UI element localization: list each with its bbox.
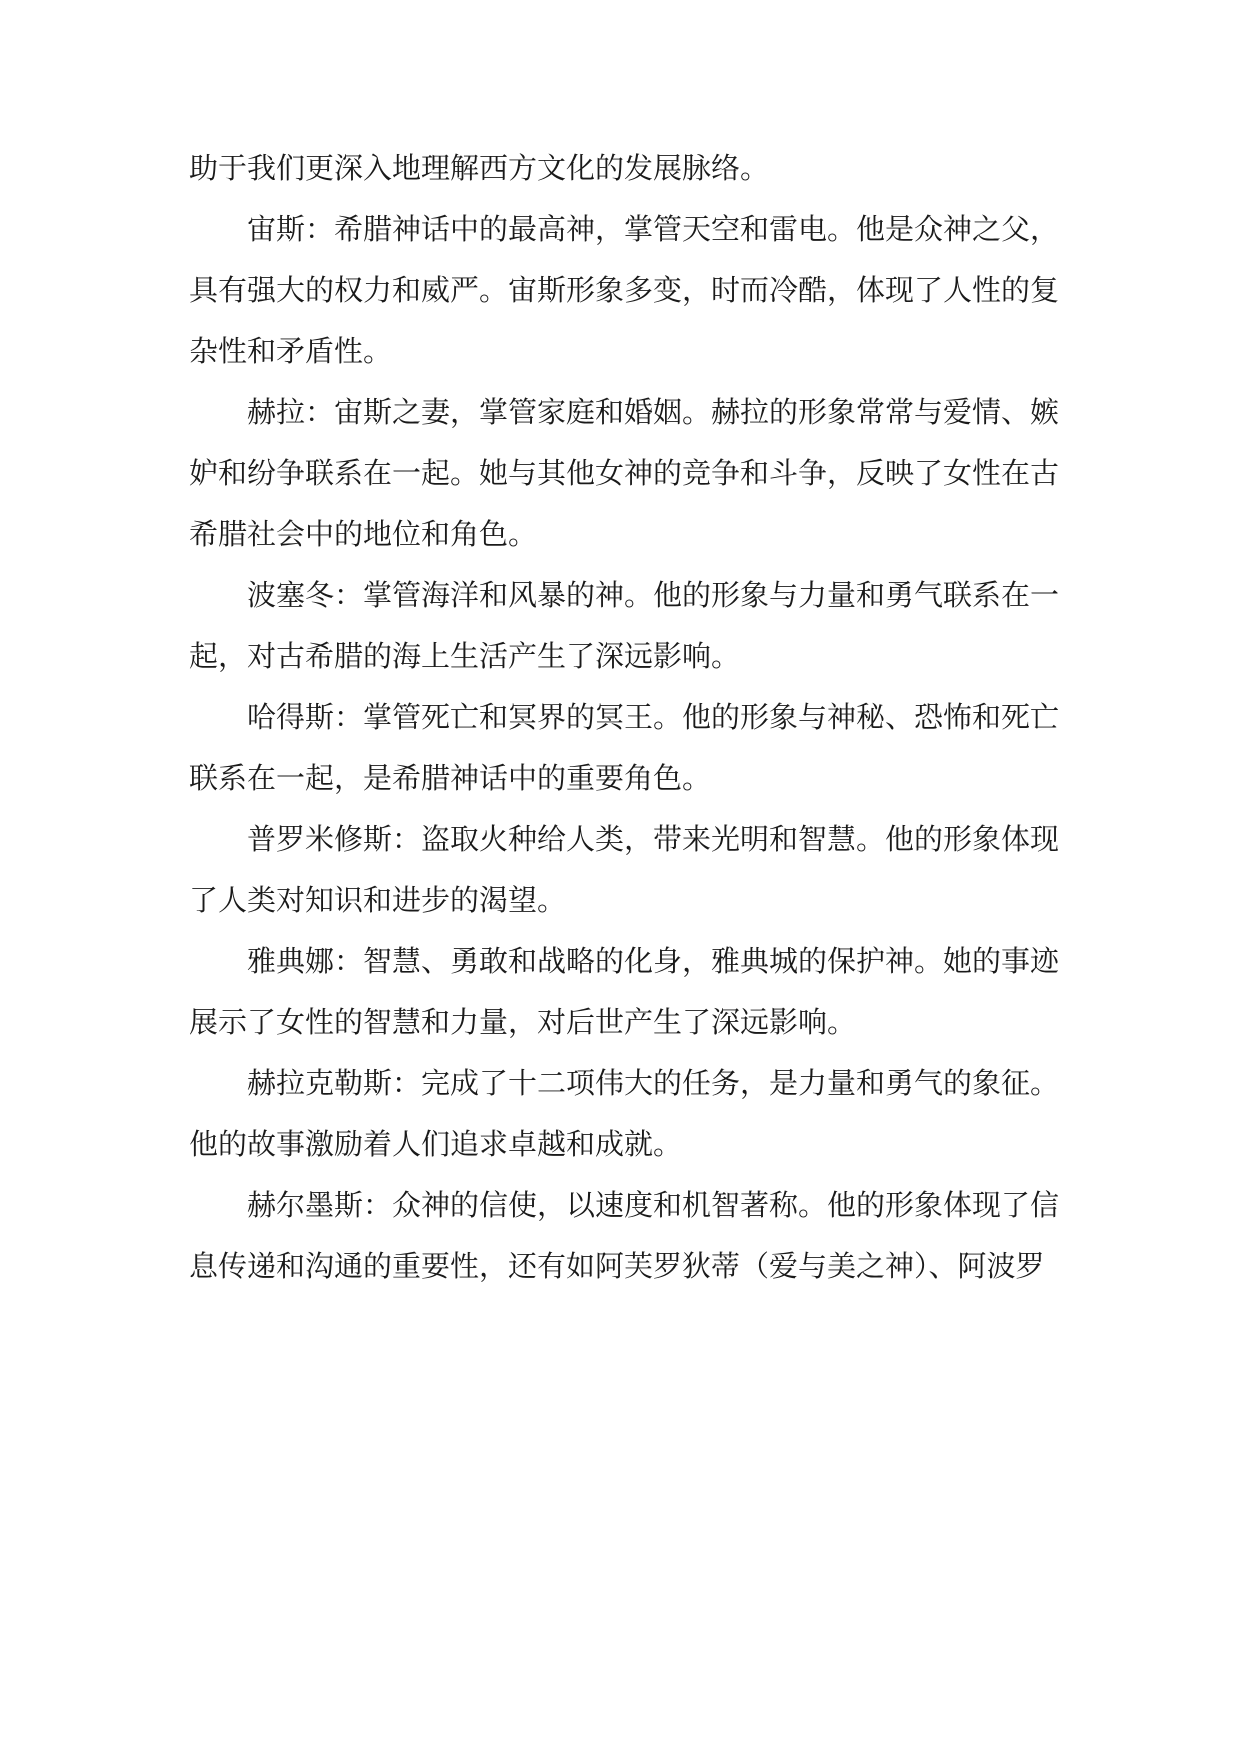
text-line: 杂性和矛盾性。 xyxy=(189,334,393,368)
text-line: 宙斯：希腊神话中的最高神，掌管天空和雷电。他是众神之父， xyxy=(247,212,1060,246)
text-line: 波塞冬：掌管海洋和风暴的神。他的形象与力量和勇气联系在一 xyxy=(247,578,1060,612)
text-line: 雅典娜：智慧、勇敢和战略的化身，雅典城的保护神。她的事迹 xyxy=(247,944,1060,978)
text-line: 联系在一起，是希腊神话中的重要角色。 xyxy=(189,761,712,795)
text-line: 赫拉：宙斯之妻，掌管家庭和婚姻。赫拉的形象常常与爱情、嫉 xyxy=(247,395,1060,429)
text-line: 赫拉克勒斯：完成了十二项伟大的任务，是力量和勇气的象征。 xyxy=(247,1066,1060,1100)
text-line: 哈得斯：掌管死亡和冥界的冥王。他的形象与神秘、恐怖和死亡 xyxy=(247,700,1060,734)
body-text xyxy=(189,138,1069,1297)
text-line: 展示了女性的智慧和力量，对后世产生了深远影响。 xyxy=(189,1005,857,1039)
text-line: 希腊社会中的地位和角色。 xyxy=(189,517,538,551)
text-line: 妒和纷争联系在一起。她与其他女神的竞争和斗争，反映了女性在古 xyxy=(189,456,1060,490)
text-line: 普罗米修斯：盗取火种给人类，带来光明和智慧。他的形象体现 xyxy=(247,822,1060,856)
text-line: 赫尔墨斯：众神的信使，以速度和机智著称。他的形象体现了信 xyxy=(247,1188,1060,1222)
text-line: 息传递和沟通的重要性，还有如阿芙罗狄蒂（爱与美之神）、阿波罗 xyxy=(189,1249,1045,1283)
text-line: 助于我们更深入地理解西方文化的发展脉络。 xyxy=(189,151,770,185)
text-line: 他的故事激励着人们追求卓越和成就。 xyxy=(189,1127,683,1161)
text-line: 了人类对知识和进步的渴望。 xyxy=(189,883,567,917)
text-line: 具有强大的权力和威严。宙斯形象多变，时而冷酷，体现了人性的复 xyxy=(189,273,1060,307)
text-line: 起，对古希腊的海上生活产生了深远影响。 xyxy=(189,639,741,673)
